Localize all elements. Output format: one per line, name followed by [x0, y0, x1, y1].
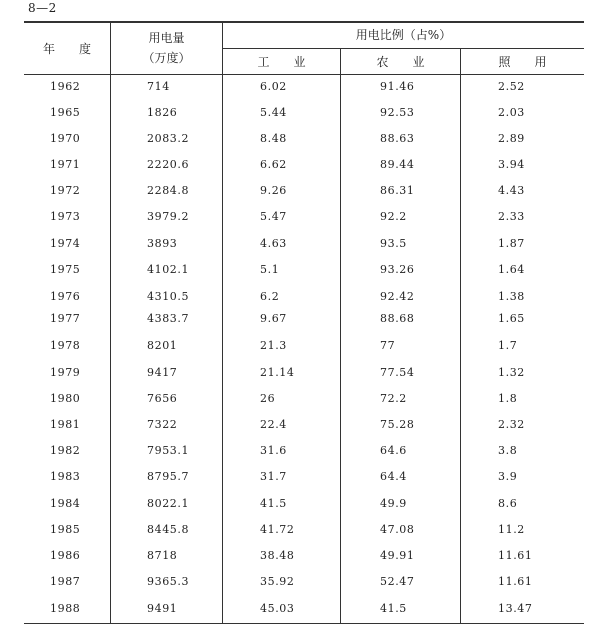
cell-year: 1975	[50, 263, 81, 276]
cell-agriculture: 77.54	[380, 366, 415, 379]
cell-agriculture: 64.6	[380, 444, 407, 457]
cell-lighting: 2.89	[498, 132, 525, 145]
cell-year: 1965	[50, 106, 81, 119]
cell-lighting: 2.03	[498, 106, 525, 119]
cell-lighting: 11.61	[498, 575, 533, 588]
cell-agriculture: 47.08	[380, 523, 415, 536]
cell-usage: 8022.1	[147, 497, 190, 510]
cell-lighting: 1.87	[498, 237, 525, 250]
cell-year: 1988	[50, 602, 81, 615]
bottom-rule	[24, 623, 584, 624]
cell-year: 1981	[50, 418, 81, 431]
vertical-rule-usage	[222, 22, 223, 624]
cell-year: 1972	[50, 184, 81, 197]
cell-agriculture: 52.47	[380, 575, 415, 588]
cell-industry: 45.03	[260, 602, 295, 615]
vertical-rule-year	[110, 22, 111, 624]
cell-year: 1979	[50, 366, 81, 379]
cell-usage: 4102.1	[147, 263, 190, 276]
cell-year: 1971	[50, 158, 81, 171]
cell-lighting: 8.6	[498, 497, 518, 510]
cell-usage: 714	[147, 80, 170, 93]
cell-agriculture: 89.44	[380, 158, 415, 171]
cell-industry: 5.1	[260, 263, 280, 276]
cell-lighting: 13.47	[498, 602, 533, 615]
cell-year: 1978	[50, 339, 81, 352]
cell-usage: 1826	[147, 106, 178, 119]
cell-industry: 38.48	[260, 549, 295, 562]
cell-agriculture: 93.26	[380, 263, 415, 276]
cell-agriculture: 49.91	[380, 549, 415, 562]
cell-industry: 5.44	[260, 106, 287, 119]
cell-lighting: 11.2	[498, 523, 525, 536]
header-lighting: 照 用	[498, 55, 547, 69]
cell-industry: 6.62	[260, 158, 287, 171]
cell-lighting: 2.33	[498, 210, 525, 223]
cell-usage: 8201	[147, 339, 178, 352]
cell-industry: 41.5	[260, 497, 287, 510]
cell-agriculture: 49.9	[380, 497, 407, 510]
cell-agriculture: 77	[380, 339, 396, 352]
table-number: 8—2	[28, 1, 57, 15]
cell-lighting: 1.32	[498, 366, 525, 379]
cell-year: 1980	[50, 392, 81, 405]
cell-usage: 8718	[147, 549, 178, 562]
cell-lighting: 2.32	[498, 418, 525, 431]
header-industry: 工 业	[257, 55, 306, 69]
cell-industry: 21.3	[260, 339, 287, 352]
cell-industry: 41.72	[260, 523, 295, 536]
cell-agriculture: 72.2	[380, 392, 407, 405]
cell-lighting: 2.52	[498, 80, 525, 93]
cell-usage: 7656	[147, 392, 178, 405]
cell-industry: 9.67	[260, 312, 287, 325]
header-agriculture: 农 业	[376, 55, 425, 69]
cell-industry: 6.2	[260, 290, 280, 303]
cell-usage: 9491	[147, 602, 178, 615]
cell-lighting: 1.64	[498, 263, 525, 276]
cell-year: 1962	[50, 80, 81, 93]
cell-year: 1987	[50, 575, 81, 588]
cell-industry: 31.6	[260, 444, 287, 457]
cell-usage: 2220.6	[147, 158, 190, 171]
cell-industry: 4.63	[260, 237, 287, 250]
header-ratio: 用电比例（占%）	[355, 28, 452, 42]
cell-agriculture: 86.31	[380, 184, 415, 197]
cell-industry: 5.47	[260, 210, 287, 223]
cell-usage: 8795.7	[147, 470, 190, 483]
cell-year: 1976	[50, 290, 81, 303]
subheader-rule	[222, 48, 584, 49]
cell-year: 1977	[50, 312, 81, 325]
cell-year: 1970	[50, 132, 81, 145]
header-bottom-rule	[24, 74, 584, 75]
cell-lighting: 11.61	[498, 549, 533, 562]
cell-agriculture: 93.5	[380, 237, 407, 250]
cell-usage: 4310.5	[147, 290, 190, 303]
cell-agriculture: 92.2	[380, 210, 407, 223]
cell-industry: 6.02	[260, 80, 287, 93]
cell-industry: 8.48	[260, 132, 287, 145]
header-usage-line1: 用电量	[148, 31, 185, 45]
cell-agriculture: 75.28	[380, 418, 415, 431]
cell-usage: 4383.7	[147, 312, 190, 325]
cell-agriculture: 91.46	[380, 80, 415, 93]
cell-lighting: 3.9	[498, 470, 518, 483]
cell-usage: 3979.2	[147, 210, 190, 223]
cell-industry: 26	[260, 392, 276, 405]
cell-agriculture: 88.68	[380, 312, 415, 325]
cell-agriculture: 88.63	[380, 132, 415, 145]
cell-lighting: 1.8	[498, 392, 518, 405]
cell-usage: 7953.1	[147, 444, 190, 457]
cell-usage: 9417	[147, 366, 178, 379]
cell-year: 1973	[50, 210, 81, 223]
cell-year: 1974	[50, 237, 81, 250]
cell-agriculture: 41.5	[380, 602, 407, 615]
cell-agriculture: 92.42	[380, 290, 415, 303]
cell-agriculture: 64.4	[380, 470, 407, 483]
vertical-rule-agriculture	[460, 48, 461, 624]
cell-industry: 35.92	[260, 575, 295, 588]
cell-lighting: 1.38	[498, 290, 525, 303]
cell-year: 1983	[50, 470, 81, 483]
header-usage-line2: （万度）	[142, 51, 191, 65]
cell-agriculture: 92.53	[380, 106, 415, 119]
cell-industry: 21.14	[260, 366, 295, 379]
cell-usage: 2284.8	[147, 184, 190, 197]
cell-lighting: 3.94	[498, 158, 525, 171]
vertical-rule-industry	[340, 48, 341, 624]
cell-lighting: 4.43	[498, 184, 525, 197]
cell-usage: 2083.2	[147, 132, 190, 145]
cell-industry: 22.4	[260, 418, 287, 431]
cell-lighting: 1.7	[498, 339, 518, 352]
cell-industry: 31.7	[260, 470, 287, 483]
cell-usage: 7322	[147, 418, 178, 431]
cell-lighting: 1.65	[498, 312, 525, 325]
cell-year: 1982	[50, 444, 81, 457]
cell-usage: 8445.8	[147, 523, 190, 536]
cell-lighting: 3.8	[498, 444, 518, 457]
cell-industry: 9.26	[260, 184, 287, 197]
cell-year: 1984	[50, 497, 81, 510]
top-rule	[24, 21, 584, 23]
cell-usage: 3893	[147, 237, 178, 250]
cell-year: 1985	[50, 523, 81, 536]
cell-usage: 9365.3	[147, 575, 190, 588]
header-year: 年 度	[42, 42, 91, 56]
cell-year: 1986	[50, 549, 81, 562]
